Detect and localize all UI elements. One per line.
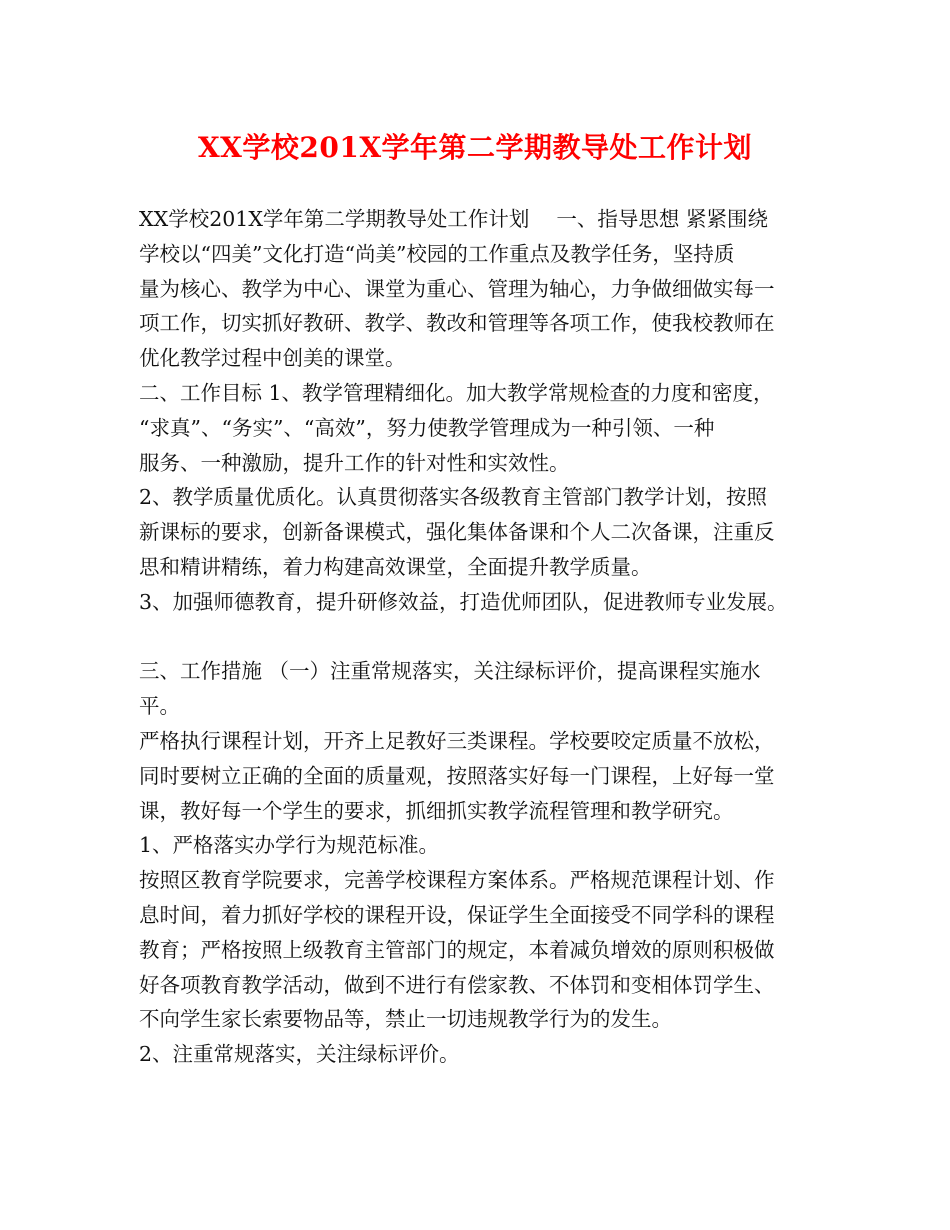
text-line: 好各项教育教学活动，做到不进行有偿家教、不体罚和变相体罚学生、 <box>139 972 775 997</box>
text-line: 3、加强师德教育，提升研修效益，打造优师团队，促进教师专业发展。 <box>139 589 788 614</box>
text-line: 严格执行课程计划，开齐上足教好三类课程。学校要咬定质量不放松， <box>139 728 775 753</box>
text-line: 项工作，切实抓好教研、教学、教改和管理等各项工作，使我校教师在 <box>139 311 775 336</box>
text-line: 新课标的要求，创新备课模式，强化集体备课和个人二次备课，注重反 <box>139 520 775 545</box>
text-line: 服务、一种激励，提升工作的针对性和实效性。 <box>139 450 570 475</box>
text-line: 学校以“四美”文化打造“尚美”校园的工作重点及教学任务，坚持质 <box>139 241 735 266</box>
text-line: 三、工作措施 （一）注重常规落实，关注绿标评价，提高课程实施水 <box>139 659 761 684</box>
text-line: 二、工作目标 1、教学管理精细化。加大教学常规检查的力度和密度， <box>139 380 774 405</box>
text-line: 平。 <box>139 694 180 719</box>
document-body <box>139 202 829 1072</box>
text-line: 思和精讲精练，着力构建高效课堂，全面提升教学质量。 <box>139 554 652 579</box>
text-line: 同时要树立正确的全面的质量观，按照落实好每一门课程，上好每一堂 <box>139 763 775 788</box>
text-line: 1、严格落实办学行为规范标准。 <box>139 833 440 858</box>
text-line: 2、注重常规落实，关注绿标评价。 <box>139 1042 460 1067</box>
text-line: XX学校201X学年第二学期教导处工作计划 一、指导思想 紧紧围绕 <box>139 207 768 231</box>
text-line: “求真”、“务实”、“高效”，努力使教学管理成为一种引领、一种 <box>139 415 715 440</box>
text-line: 按照区教育学院要求，完善学校课程方案体系。严格规范课程计划、作 <box>139 868 775 893</box>
text-line: 量为核心、教学为中心、课堂为重心、管理为轴心，力争做细做实每一 <box>139 276 775 301</box>
blank-line <box>139 620 829 655</box>
text-line: 息时间，着力抓好学校的课程开设，保证学生全面接受不同学科的课程 <box>139 902 775 927</box>
document-title: XX学校201X学年第二学期教导处工作计划 <box>197 131 753 164</box>
text-line: 不向学生家长索要物品等，禁止一切违规教学行为的发生。 <box>139 1007 672 1032</box>
text-line: 优化教学过程中创美的课堂。 <box>139 346 406 371</box>
text-line: 2、教学质量优质化。认真贯彻落实各级教育主管部门教学计划，按照 <box>139 485 768 510</box>
text-line: 课，教好每一个学生的要求，抓细抓实教学流程管理和教学研究。 <box>139 798 734 823</box>
text-line: 教育；严格按照上级教育主管部门的规定，本着减负增效的原则积极做 <box>139 937 775 962</box>
